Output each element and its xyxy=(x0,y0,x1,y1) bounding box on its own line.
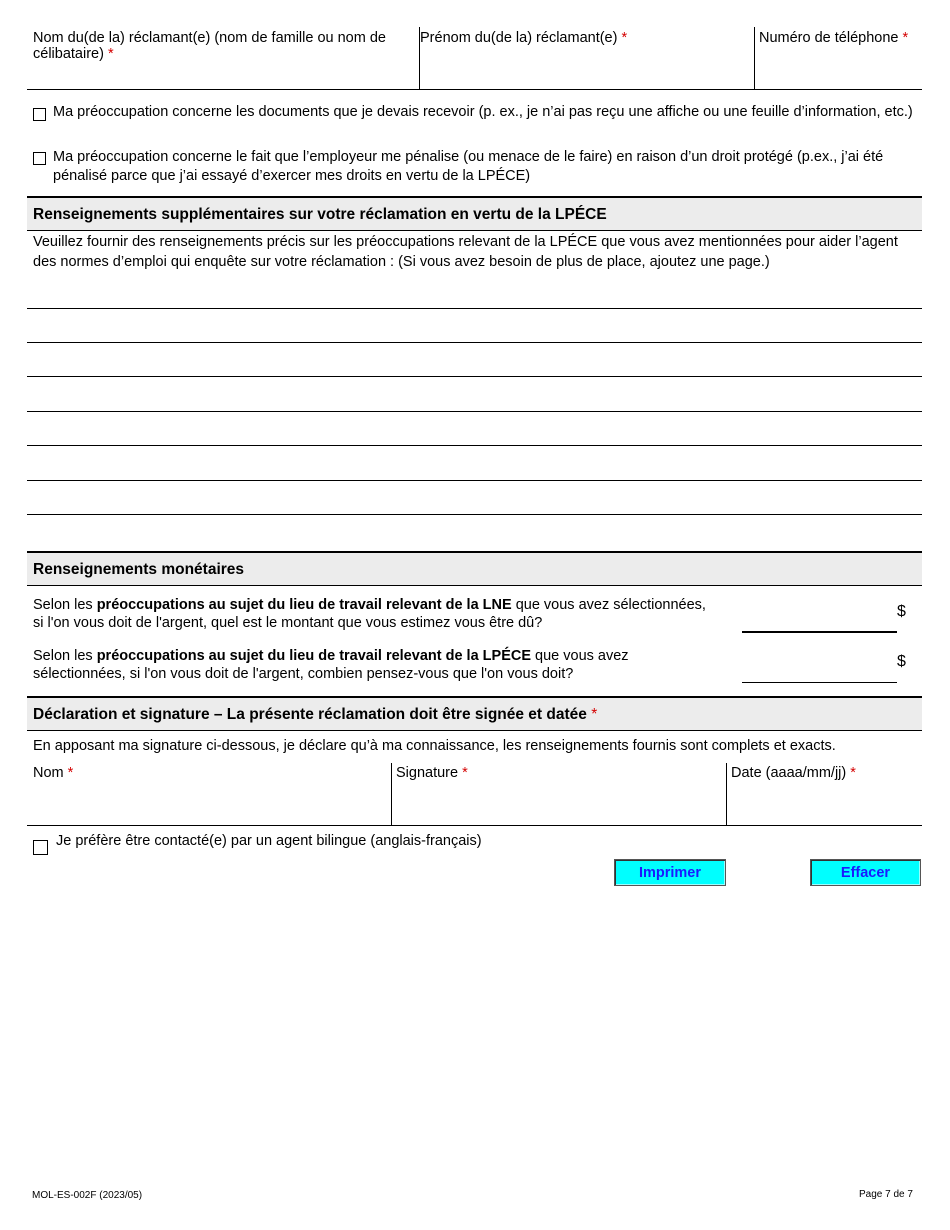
monetary-question-lpece: Selon les préoccupations au sujet du lieu de travail relevant de la LPÉCE que vous avez sélectionnées, si l'on vous doit de l'argent, combien pensez-vous que l'on vous doit? xyxy=(33,648,629,682)
signature-input[interactable] xyxy=(393,764,725,824)
required-mark: * xyxy=(621,30,628,46)
required-mark: * xyxy=(67,765,74,781)
declaration-statement: En apposant ma signature ci-dessous, je déclare qu’à ma connaissance, les renseignements fournis sont complets et exacts. xyxy=(33,738,836,754)
divider xyxy=(391,763,392,825)
claimant-last-name-label: Nom du(de la) réclamant(e) (nom de famille ou nom de célibataire) * xyxy=(33,30,386,62)
phone-input[interactable] xyxy=(756,28,921,88)
divider xyxy=(754,27,755,89)
additional-info-heading: Renseignements supplémentaires sur votre réclamation en vertu de la LPÉCE xyxy=(27,196,922,231)
required-mark: * xyxy=(107,46,114,62)
clear-button[interactable]: Effacer xyxy=(810,859,921,886)
additional-info-instructions: Veuillez fournir des renseignements précis sur les préoccupations relevant de la LPÉCE que vous avez mentionnées pour aider l’agent des normes d’emploi qui enquête sur votre réclamation : (Si vous avez besoin de plus de place, ajoutez une page.) xyxy=(33,234,898,270)
dollar-sign: $ xyxy=(897,603,906,620)
bilingual-agent-checkbox[interactable] xyxy=(33,840,48,855)
divider xyxy=(27,825,922,826)
concern-penalty-label: Ma préoccupation concerne le fait que l’employeur me pénalise (ou menace de le faire) en raison d’un droit protégé (p.ex., j’ai été pénalisé parce que j’ai essayé d’exercer mes droits en vertu de la LPÉCE) xyxy=(53,149,884,184)
writing-line xyxy=(27,514,922,515)
claimant-last-name-input[interactable] xyxy=(28,28,418,88)
form-id: MOL-ES-002F (2023/05) xyxy=(32,1190,143,1201)
bilingual-agent-label: Je préfère être contacté(e) par un agent bilingue (anglais-français) xyxy=(56,833,482,849)
name-label: Nom * xyxy=(33,765,74,781)
concern-documents-label: Ma préoccupation concerne les documents que je devais recevoir (p. ex., je n’ai pas reçu une affiche ou une feuille d’information, etc.) xyxy=(53,104,913,120)
required-mark: * xyxy=(902,30,909,46)
claimant-first-name-input[interactable] xyxy=(421,28,753,88)
required-mark: * xyxy=(850,765,856,781)
monetary-question-lne: Selon les préoccupations au sujet du lieu de travail relevant de la LNE que vous avez sélectionnées, si l'on vous doit de l'argent, quel est le montant que vous estimez vous être dû? xyxy=(33,597,706,631)
dollar-sign: $ xyxy=(897,653,906,670)
required-mark: * xyxy=(462,765,468,781)
divider xyxy=(726,763,727,825)
amount-underline xyxy=(742,631,897,633)
claimant-first-name-label: Prénom du(de la) réclamant(e) * xyxy=(420,30,628,46)
monetary-heading: Renseignements monétaires xyxy=(27,551,922,586)
required-mark: * xyxy=(591,706,598,723)
print-button[interactable]: Imprimer xyxy=(614,859,726,886)
name-input[interactable] xyxy=(28,764,390,824)
signature-label: Signature * xyxy=(396,765,468,781)
concern-penalty-checkbox[interactable] xyxy=(33,152,46,165)
amount-lne-input[interactable] xyxy=(742,603,897,630)
additional-info-textarea[interactable] xyxy=(28,276,921,514)
phone-label: Numéro de téléphone * xyxy=(759,30,909,46)
declaration-heading: Déclaration et signature – La présente réclamation doit être signée et datée * xyxy=(27,696,922,731)
amount-lpece-input[interactable] xyxy=(742,654,897,681)
date-input[interactable] xyxy=(728,764,921,824)
divider xyxy=(27,89,922,90)
concern-documents-checkbox[interactable] xyxy=(33,108,46,121)
date-label: Date (aaaa/mm/jj) * xyxy=(731,765,856,781)
page-number: Page 7 de 7 xyxy=(859,1189,913,1200)
amount-underline xyxy=(742,682,897,683)
